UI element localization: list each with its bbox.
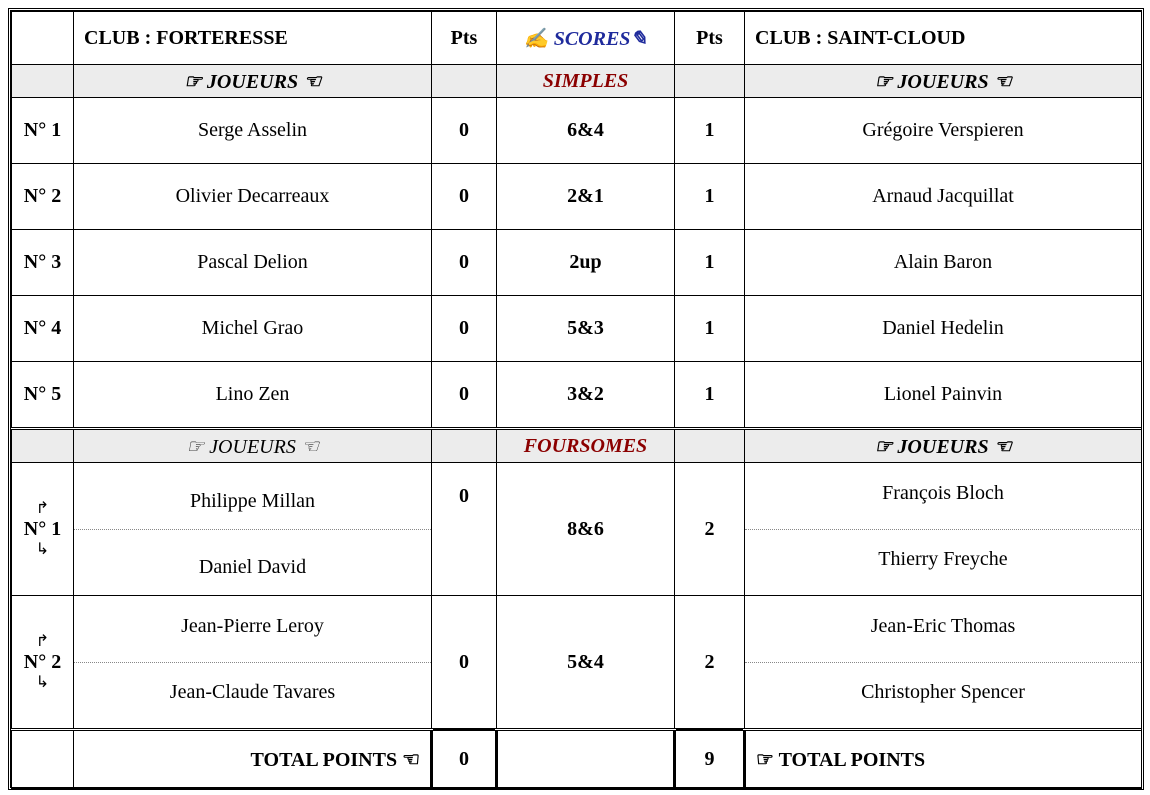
player-right: Arnaud Jacquillat	[745, 164, 1142, 230]
simple-row-4	[12, 296, 1142, 362]
simple-row-5	[12, 362, 1142, 429]
total-points-left: 0	[432, 730, 497, 789]
simples-label: SIMPLES	[497, 65, 675, 98]
player-right-a: François Bloch	[745, 463, 1141, 530]
total-label-left: TOTAL POINTS ☜	[74, 730, 432, 789]
simple-row-1	[12, 98, 1142, 164]
player-left: Lino Zen	[74, 362, 432, 429]
simple-row-3	[12, 230, 1142, 296]
simples-header-row	[12, 65, 1142, 98]
points-right: 1	[675, 98, 745, 164]
player-right-b: Thierry Freyche	[878, 548, 1008, 570]
player-right: Daniel Hedelin	[745, 296, 1142, 362]
match-score: 8&6	[497, 463, 675, 596]
match-score: 2up	[497, 230, 675, 296]
match-score: 5&3	[497, 296, 675, 362]
player-left-a: Jean-Pierre Leroy	[74, 596, 431, 663]
player-right: Alain Baron	[745, 230, 1142, 296]
match-number: N° 2	[23, 650, 62, 673]
empty-cell	[675, 429, 745, 463]
empty-cell	[432, 65, 497, 98]
pts-left-header: Pts	[432, 12, 497, 65]
arrow-down-icon: ↳	[35, 540, 50, 558]
empty-cell	[12, 65, 74, 98]
club-right-title: CLUB : SAINT-CLOUD	[745, 12, 1142, 65]
points-right: 1	[675, 296, 745, 362]
players-right-pair	[745, 463, 1142, 596]
arrow-down-icon: ↳	[35, 673, 50, 691]
scores-header: ✍ SCORES✎	[497, 12, 675, 65]
empty-cell	[12, 730, 74, 789]
match-number: N° 1	[12, 98, 74, 164]
points-right: 1	[675, 362, 745, 429]
match-number: N° 1	[23, 517, 62, 540]
joueurs-right-label: ☞ JOUEURS ☜	[745, 65, 1142, 98]
match-number: N° 5	[12, 362, 74, 429]
total-row	[12, 730, 1142, 789]
points-right: 2	[675, 463, 745, 596]
foursome-row-2	[12, 596, 1142, 730]
total-label-right: ☞ TOTAL POINTS	[745, 730, 1142, 789]
match-number-cell	[12, 463, 74, 596]
joueurs-left-label: ☞ JOUEURS ☜	[74, 65, 432, 98]
results-table	[11, 11, 1142, 790]
player-left-a: Philippe Millan	[74, 463, 431, 530]
pts-right-header: Pts	[675, 12, 745, 65]
player-right-a: Jean-Eric Thomas	[745, 596, 1141, 663]
player-right: Lionel Painvin	[745, 362, 1142, 429]
joueurs-right-label: ☞ JOUEURS ☜	[745, 429, 1142, 463]
player-left-b: Jean-Claude Tavares	[169, 681, 336, 703]
results-sheet	[8, 8, 1144, 790]
match-score: 6&4	[497, 98, 675, 164]
points-left: 0	[432, 463, 497, 596]
match-number-cell	[12, 596, 74, 730]
empty-cell	[432, 429, 497, 463]
players-left-pair	[74, 596, 432, 730]
empty-cell	[12, 429, 74, 463]
player-left: Olivier Decarreaux	[74, 164, 432, 230]
foursome-row-1	[12, 463, 1142, 596]
points-left: 0	[432, 596, 497, 730]
match-number: N° 4	[12, 296, 74, 362]
foursomes-header-row	[12, 429, 1142, 463]
players-left-pair	[74, 463, 432, 596]
empty-cell	[675, 65, 745, 98]
foursomes-label: FOURSOMES	[497, 429, 675, 463]
header-corner	[12, 12, 74, 65]
match-score: 2&1	[497, 164, 675, 230]
points-left: 0	[432, 362, 497, 429]
player-right: Grégoire Verspieren	[745, 98, 1142, 164]
points-left: 0	[432, 164, 497, 230]
points-left: 0	[432, 230, 497, 296]
match-number: N° 3	[12, 230, 74, 296]
total-points-right: 9	[675, 730, 745, 789]
simple-row-2	[12, 164, 1142, 230]
points-right: 1	[675, 164, 745, 230]
players-right-pair	[745, 596, 1142, 730]
points-left: 0	[432, 98, 497, 164]
player-left: Serge Asselin	[74, 98, 432, 164]
player-left: Pascal Delion	[74, 230, 432, 296]
match-score: 3&2	[497, 362, 675, 429]
player-left-b: Daniel David	[198, 556, 307, 578]
points-right: 1	[675, 230, 745, 296]
empty-cell	[497, 730, 675, 789]
points-right: 2	[675, 596, 745, 730]
joueurs-left-label: ☞ JOUEURS ☜	[74, 429, 432, 463]
match-number: N° 2	[12, 164, 74, 230]
arrow-up-icon: ↱	[35, 499, 50, 517]
header-row	[12, 12, 1142, 65]
points-left: 0	[432, 296, 497, 362]
arrow-up-icon: ↱	[35, 632, 50, 650]
player-right-b: Christopher Spencer	[861, 681, 1025, 703]
club-left-title: CLUB : FORTERESSE	[74, 12, 432, 65]
player-left: Michel Grao	[74, 296, 432, 362]
match-score: 5&4	[497, 596, 675, 730]
